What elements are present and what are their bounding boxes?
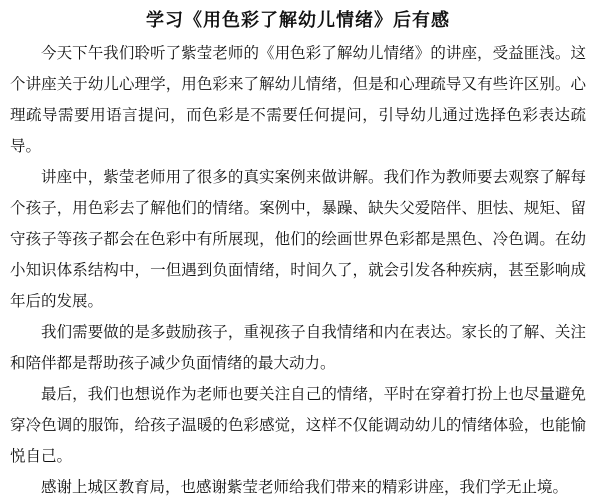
- paragraph-3: 我们需要做的是多鼓励孩子，重视孩子自我情绪和内在表达。家长的了解、关注和陪伴都是帮助孩子减少负面情绪的最大动力。: [10, 323, 586, 372]
- paragraph-5: 感谢上城区教育局，也感谢紫莹老师给我们带来的精彩讲座，我们学无止境。: [41, 478, 569, 496]
- document-title: 学习《用色彩了解幼儿情绪》后有感: [146, 10, 450, 31]
- paragraph-1: 今天下午我们聆听了紫莹老师的《用色彩了解幼儿情绪》的讲座，受益匪浅。这个讲座关于幼儿心理学，用色彩来了解幼儿情绪，但是和心理疏导又有些许区别。心理疏导需要用语言提问，而色彩是不需要任何提问，引导幼儿通过选择色彩表达疏导。: [10, 44, 586, 155]
- paragraph-4: 最后，我们也想说作为老师也要关注自己的情绪，平时在穿着打扮上也尽量避免穿冷色调的服饰，给孩子温暖的色彩感觉，这样不仅能调动幼儿的情绪体验，也能愉悦自己。: [10, 385, 586, 465]
- paragraph-2: 讲座中，紫莹老师用了很多的真实案例来做讲解。我们作为教师要去观察了解每个孩子，用色彩去了解他们的情绪。案例中，暴躁、缺失父爱陪伴、胆怯、规矩、留守孩子等孩子都会在色彩中有所展现，他们的绘画世界色彩都是黑色、冷色调。在幼小知识体系结构中，一但遇到负面情绪，时间久了，就会引发各种疾病，甚至影响成年后的发展。: [10, 168, 586, 310]
